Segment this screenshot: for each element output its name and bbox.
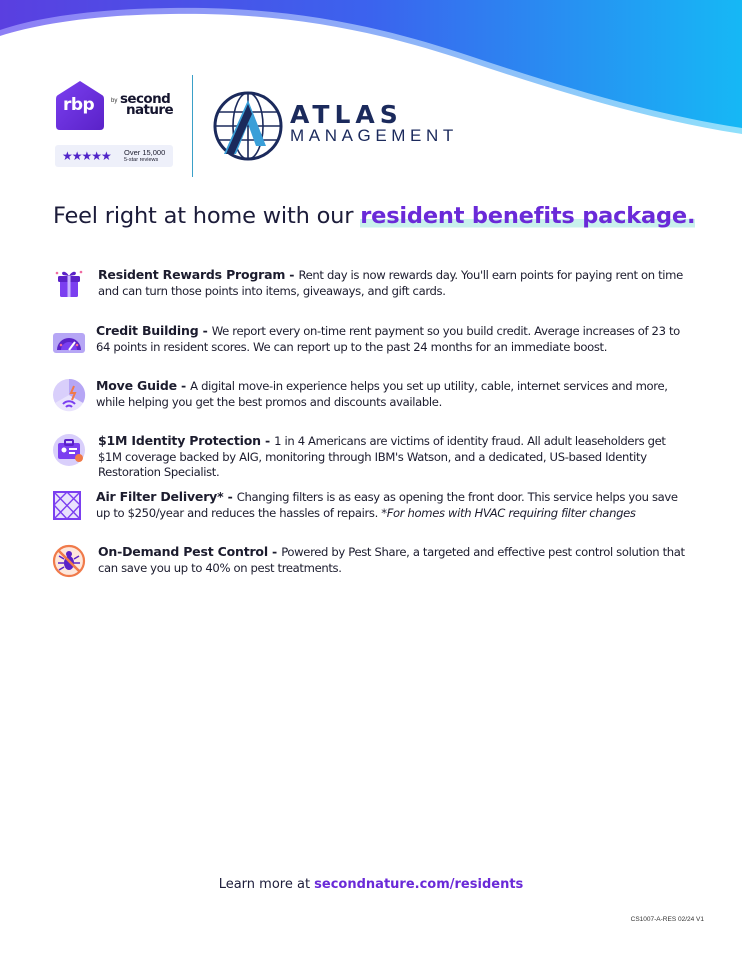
benefit-identity-body: 1 in 4 Americans are victims of identity fraud. All adult leaseholders get $1M coverage backed by AIG, monitoring through IBM's Watson, and a dedicated, US-based Identity Restoration Specialist. (98, 434, 666, 479)
benefit-air-filter-body: Changing filters is as easy as opening the front door. This service helps you save up to $250/year and reduces the hassles of repairs. (96, 490, 678, 520)
by-label: by (111, 98, 118, 104)
rbp-logo-text: rbp (63, 95, 95, 115)
benefit-identity-text (98, 433, 692, 481)
benefit-credit-body: We report every on-time rent payment so you build credit. Average increases of 23 to 64 points in resident scores. We can report up to the past 24 months for an immediate boost. (96, 324, 680, 354)
second-nature-line2: nature (126, 102, 173, 118)
reviews-badge (55, 145, 173, 167)
benefit-move-guide-title: Move Guide - (96, 378, 191, 393)
reviews-caption: 5-star reviews (124, 157, 159, 163)
benefit-air-filter-text (96, 489, 692, 521)
logo-divider (192, 75, 193, 177)
benefit-identity-title: $1M Identity Protection - (98, 433, 275, 448)
benefit-air-filter-note: *For homes with HVAC requiring filter changes (381, 505, 636, 520)
second-nature-wordmark (120, 91, 180, 118)
credit-gauge-icon (52, 323, 86, 357)
benefit-pest-control-body: Powered by Pest Share, a targeted and effective pest control solution that can save you up to 40% on pest treatments. (98, 545, 685, 575)
learn-more-footer (0, 877, 742, 892)
identity-protection-icon (52, 433, 86, 467)
learn-more-link[interactable]: secondnature.com/residents (314, 877, 524, 892)
benefit-air-filter-title: Air Filter Delivery* - (96, 489, 237, 504)
page-headline (53, 203, 695, 229)
benefit-move-guide-body: A digital move-in experience helps you set up utility, cable, internet services and more, while helping you get the best promos and discounts available. (96, 379, 668, 409)
atlas-wordmark: ATLAS (290, 100, 403, 129)
benefit-pest-control-text (98, 544, 692, 576)
headline-prefix: Feel right at home with our (53, 203, 361, 229)
benefit-rewards-text (98, 267, 692, 299)
move-guide-icon (52, 378, 86, 412)
second-nature-line1: second (120, 91, 171, 107)
atlas-globe-logo (212, 90, 284, 162)
five-star-icon: ★★★★★ (62, 149, 111, 163)
reviews-count: Over 15,000 (124, 148, 166, 157)
learn-more-prefix: Learn more at (218, 877, 315, 892)
document-code: CS1007-A-RES 02/24 V1 (630, 916, 704, 923)
benefit-pest-control-title: On-Demand Pest Control - (98, 544, 282, 559)
gift-icon (52, 267, 86, 301)
pest-control-icon (52, 544, 86, 578)
benefit-rewards-body: Rent day is now rewards day. You'll earn points for paying rent on time and can turn those points into items, giveaways, and gift cards. (98, 268, 683, 298)
management-wordmark: MANAGEMENT (290, 126, 458, 145)
benefit-credit-title: Credit Building - (96, 323, 212, 338)
benefit-move-guide-text (96, 378, 692, 410)
benefit-credit-text (96, 323, 692, 355)
air-filter-icon (52, 489, 86, 523)
benefit-rewards-title: Resident Rewards Program - (98, 267, 299, 282)
headline-highlight: resident benefits package. (360, 203, 696, 229)
